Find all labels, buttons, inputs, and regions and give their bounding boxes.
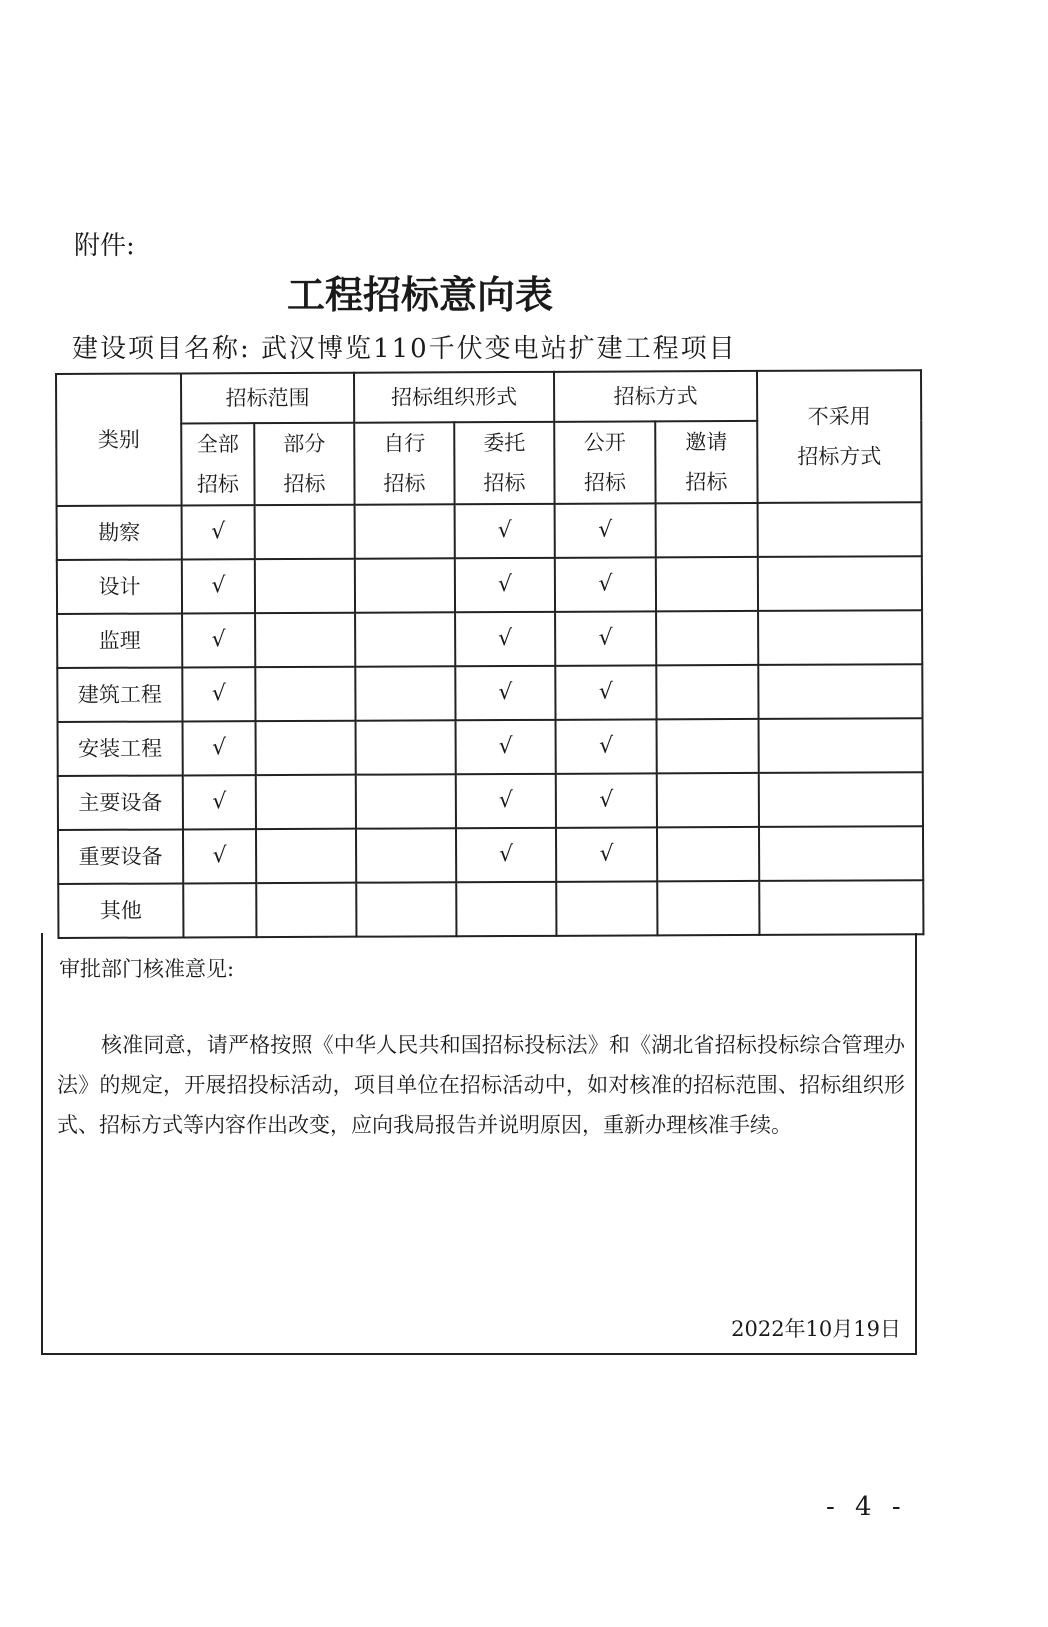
empty-cell bbox=[657, 827, 759, 881]
empty-cell bbox=[356, 882, 456, 936]
check-mark-cell: √ bbox=[555, 503, 656, 557]
check-mark-cell: √ bbox=[183, 721, 256, 775]
empty-cell bbox=[758, 610, 922, 665]
check-mark-cell: √ bbox=[182, 613, 255, 667]
check-mark-cell: √ bbox=[182, 667, 255, 721]
header-partial-bid: 部分 招标 bbox=[254, 423, 354, 505]
check-mark-cell: √ bbox=[555, 611, 656, 665]
check-mark-cell: √ bbox=[555, 557, 656, 611]
page-title: 工程招标意向表 bbox=[286, 272, 553, 317]
empty-cell bbox=[256, 829, 356, 883]
empty-cell bbox=[255, 613, 355, 667]
empty-cell bbox=[759, 718, 923, 773]
empty-cell bbox=[183, 883, 256, 937]
empty-cell bbox=[255, 667, 355, 721]
row-category: 其他 bbox=[58, 883, 183, 938]
header-invited-bid: 邀请 招标 bbox=[655, 421, 757, 503]
header-entrusted-bid: 委托 招标 bbox=[454, 422, 554, 504]
row-category: 建筑工程 bbox=[57, 667, 182, 722]
empty-cell bbox=[256, 883, 356, 937]
bid-intent-table bbox=[55, 369, 924, 939]
check-mark-cell: √ bbox=[556, 773, 657, 827]
check-mark-cell: √ bbox=[183, 829, 256, 883]
approval-date: 2022年10月19日 bbox=[731, 1317, 901, 1341]
empty-cell bbox=[355, 612, 455, 666]
check-mark-cell: √ bbox=[455, 612, 555, 666]
empty-cell bbox=[256, 721, 356, 775]
page-number: - 4 - bbox=[826, 1492, 907, 1522]
empty-cell bbox=[656, 665, 758, 719]
check-mark-cell: √ bbox=[183, 775, 256, 829]
header-open-bid: 公开 招标 bbox=[554, 421, 655, 503]
table-row bbox=[58, 826, 923, 884]
check-mark-cell: √ bbox=[555, 665, 656, 719]
empty-cell bbox=[556, 881, 657, 935]
empty-cell bbox=[657, 881, 759, 935]
empty-cell bbox=[255, 559, 355, 613]
empty-cell bbox=[355, 504, 455, 558]
row-category: 重要设备 bbox=[58, 829, 183, 884]
row-category: 主要设备 bbox=[58, 775, 183, 830]
header-bid-method: 招标方式 bbox=[554, 371, 757, 422]
empty-cell bbox=[355, 666, 455, 720]
row-category: 安装工程 bbox=[58, 721, 183, 776]
empty-cell bbox=[759, 772, 923, 827]
empty-cell bbox=[356, 828, 456, 882]
empty-cell bbox=[758, 664, 922, 719]
row-category: 监理 bbox=[57, 613, 182, 668]
check-mark-cell: √ bbox=[456, 720, 556, 774]
empty-cell bbox=[356, 720, 456, 774]
table-row bbox=[57, 556, 922, 614]
check-mark-cell: √ bbox=[456, 828, 556, 882]
header-full-bid: 全部 招标 bbox=[181, 423, 254, 505]
row-category: 设计 bbox=[57, 559, 182, 614]
empty-cell bbox=[758, 556, 922, 611]
empty-cell bbox=[759, 880, 923, 935]
approval-label: 审批部门核准意见: bbox=[59, 957, 235, 981]
approval-text: 核准同意，请严格按照《中华人民共和国招标投标法》和《湖北省招标投标综合管理办法》的规定，开展招投标活动，项目单位在招标活动中，如对核准的招标范围、招标组织形式、招标方式等内容作出改变，应向我局报告并说明原因，重新办理核准手续。 bbox=[57, 1033, 905, 1137]
empty-cell bbox=[656, 557, 758, 611]
empty-cell bbox=[356, 774, 456, 828]
empty-cell bbox=[256, 775, 356, 829]
empty-cell bbox=[656, 503, 758, 557]
empty-cell bbox=[759, 826, 923, 881]
check-mark-cell: √ bbox=[182, 559, 255, 613]
check-mark-cell: √ bbox=[556, 719, 657, 773]
table-row bbox=[57, 610, 922, 668]
header-no-bid: 不采用 招标方式 bbox=[757, 370, 922, 503]
empty-cell bbox=[456, 882, 556, 936]
check-mark-cell: √ bbox=[455, 666, 555, 720]
project-name: 建设项目名称: 武汉博览110千伏变电站扩建工程项目 bbox=[72, 334, 737, 364]
table-row bbox=[58, 880, 923, 938]
check-mark-cell: √ bbox=[455, 558, 555, 612]
table-row bbox=[58, 718, 923, 776]
empty-cell bbox=[657, 773, 759, 827]
attachment-label: 附件: bbox=[74, 231, 135, 261]
header-bid-scope: 招标范围 bbox=[181, 373, 354, 424]
empty-cell bbox=[657, 719, 759, 773]
header-category: 类别 bbox=[56, 373, 182, 506]
table-row bbox=[57, 502, 922, 560]
header-bid-organization: 招标组织形式 bbox=[354, 372, 554, 423]
check-mark-cell: √ bbox=[182, 505, 255, 559]
check-mark-cell: √ bbox=[455, 504, 555, 558]
check-mark-cell: √ bbox=[456, 774, 556, 828]
approval-opinion-box bbox=[41, 933, 917, 1355]
empty-cell bbox=[656, 611, 758, 665]
empty-cell bbox=[255, 505, 355, 559]
table-row bbox=[58, 772, 923, 830]
header-self-bid: 自行 招标 bbox=[354, 422, 454, 504]
table-row bbox=[57, 664, 922, 722]
row-category: 勘察 bbox=[57, 505, 182, 560]
empty-cell bbox=[758, 502, 922, 557]
check-mark-cell: √ bbox=[556, 827, 657, 881]
empty-cell bbox=[355, 558, 455, 612]
